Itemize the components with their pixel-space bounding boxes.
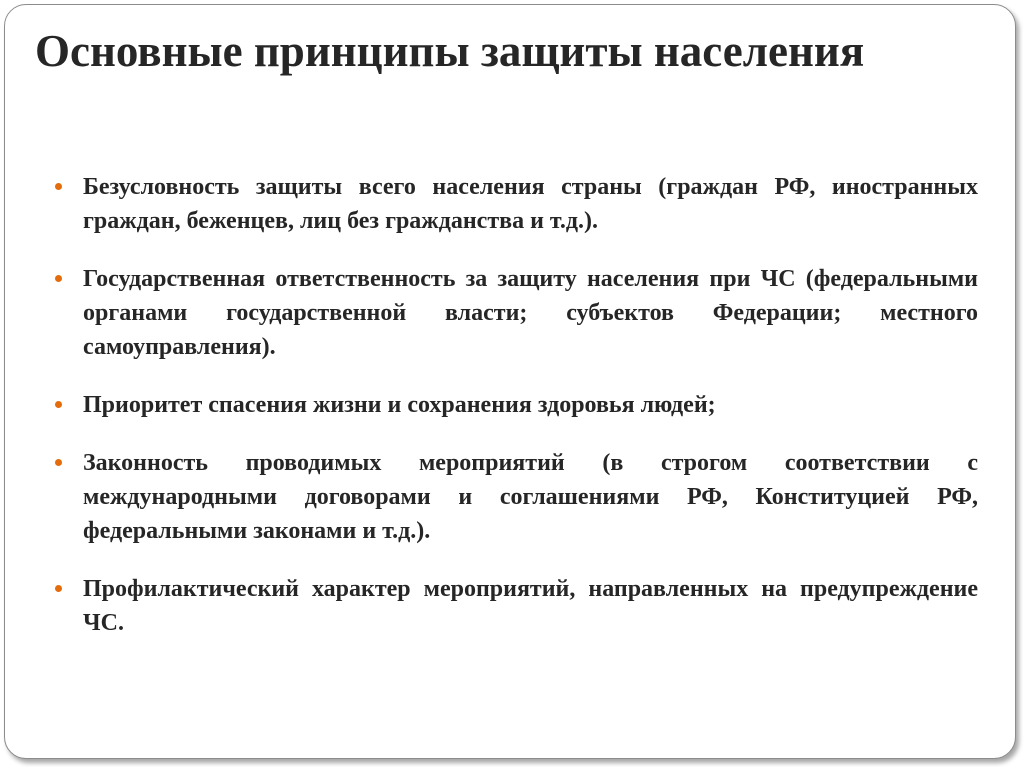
bullet-dot-icon (55, 585, 62, 592)
bullet-dot-icon (55, 401, 62, 408)
bullet-item (55, 388, 978, 422)
slide-title: Основные принципы защиты населения (35, 26, 865, 76)
bullet-item (55, 262, 978, 364)
bullet-text: Государственная ответственность за защиту населения при ЧС (федеральными органами государственной власти; субъектов Федерации; местного самоуправления). (83, 266, 978, 360)
bullet-item (55, 170, 978, 238)
bullet-dot-icon (55, 275, 62, 282)
bullet-text: Приоритет спасения жизни и сохранения здоровья людей; (83, 392, 716, 418)
bullet-list (55, 170, 978, 664)
slide-frame (4, 4, 1016, 759)
bullet-dot-icon (55, 183, 62, 190)
bullet-item (55, 572, 978, 640)
bullet-text: Профилактический характер мероприятий, направленных на предупреждение ЧС. (83, 576, 978, 636)
bullet-text: Законность проводимых мероприятий (в строгом соответствии с международными договорами и соглашениями РФ, Конституцией РФ, федеральными законами и т.д.). (83, 450, 978, 544)
bullet-text: Безусловность защиты всего населения страны (граждан РФ, иностранных граждан, беженцев, лиц без гражданства и т.д.). (83, 174, 978, 234)
bullet-dot-icon (55, 459, 62, 466)
bullet-item (55, 446, 978, 548)
